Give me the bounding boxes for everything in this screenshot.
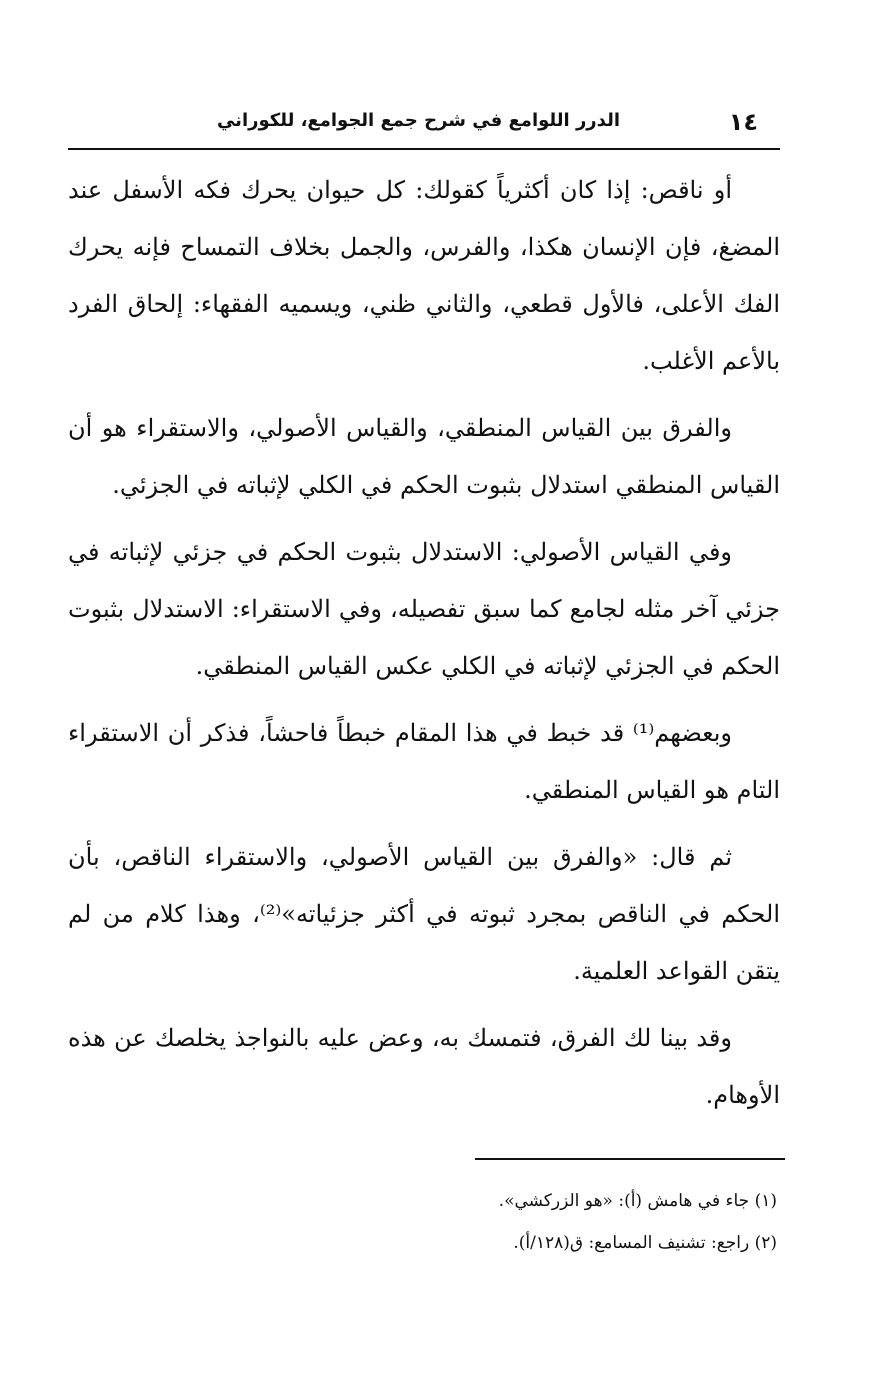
paragraph: وقد بينا لك الفرق، فتمسك به، وعض عليه بالنواجذ يخلصك عن هذه الأوهام.: [68, 1024, 780, 1109]
paragraph: وفي القياس الأصولي: الاستدلال بثبوت الحكم في جزئي لإثباته في جزئي آخر مثله لجامع كما سبق تفصيله، وفي الاستقراء: الاستدلال بثبوت الحكم في الجزئي لإثباته في الكلي عكس القياس المنطقي.: [68, 538, 780, 680]
footnotes: [177, 1180, 777, 1264]
footnote-separator: [475, 1158, 785, 1160]
paragraph: ثم قال: «والفرق بين القياس الأصولي، والاستقراء الناقص، بأن الحكم في الناقص بمجرد ثبوته في أكثر جزئياته»⁽²⁾، وهذا كلام من لم يتقن القواعد العلمية.: [68, 843, 781, 985]
paragraph: أو ناقص: إذا كان أكثرياً كقولك: كل حيوان يحرك فكه الأسفل عند المضغ، فإن الإنسان هكذا، والفرس، والجمل بخلاف التمساح فإنه يحرك الفك الأعلى، فالأول قطعي، والثاني ظني، ويسميه الفقهاء: إلحاق الفرد بالأعم الأغلب.: [68, 176, 780, 375]
page-header: [68, 102, 780, 150]
page-number: ١٤: [728, 108, 758, 136]
footnote: (١) جاء في هامش (أ): «هو الزركشي».: [498, 1191, 777, 1211]
paragraph: وبعضهم⁽¹⁾ قد خبط في هذا المقام خبطاً فاحشاً، فذكر أن الاستقراء التام هو القياس المنطقي.: [68, 719, 780, 804]
main-text: [68, 162, 780, 1134]
paragraph: والفرق بين القياس المنطقي، والقياس الأصولي، والاستقراء هو أن القياس المنطقي استدلال بثبوت الحكم في الكلي لإثباته في الجزئي.: [68, 414, 780, 499]
footnote: (٢) راجع: تشنيف المسامع: ق(١٢٨/أ).: [513, 1233, 777, 1253]
running-title: الدرر اللوامع في شرح جمع الجوامع، للكوراني: [216, 110, 620, 131]
